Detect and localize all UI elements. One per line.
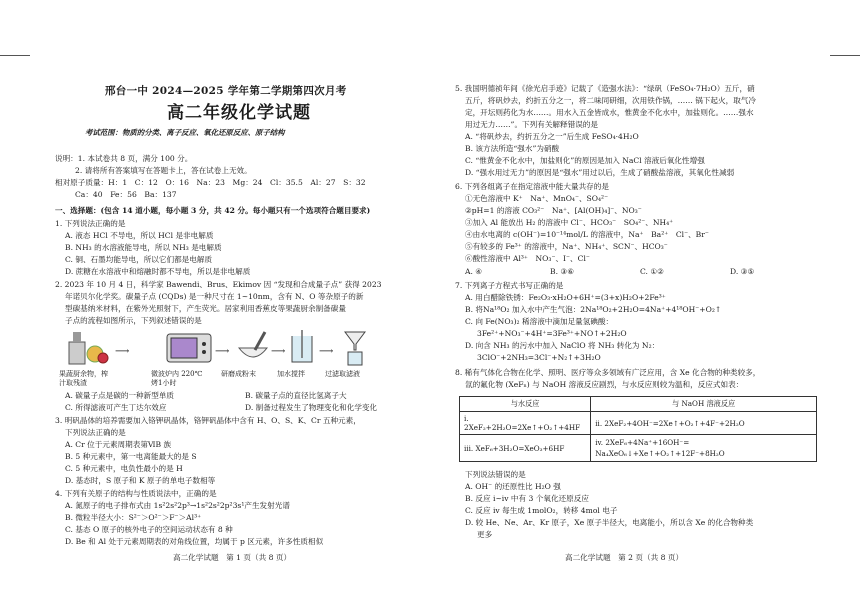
question-stem: 1. 下列说法正确的是 (55, 219, 126, 228)
flow-caption: 加水搅拌 (277, 370, 305, 378)
question-stem: 定，开坛则药化为水……。用水入五金皆成水，惟黄金不化水中，加盐则化。……强水 (465, 108, 754, 117)
exam-scope: 考试范围：物质的分类、离子反应、氧化还原反应、原子结构 (85, 128, 285, 137)
question-stem: 4. 下列有关原子的结构与性质说法中，正确的是 (55, 489, 217, 498)
table-header-row (460, 397, 817, 412)
option-line: A. OH⁻ 的还原性比 H₂O 强 (465, 482, 561, 491)
option-line: ②pH=1 的溶液 CO₃²⁻ Na⁺、[Al(OH)₄]⁻、NO₃⁻ (465, 206, 642, 215)
option-line: ④由水电离的 c(OH⁻)=10⁻¹⁴mol/L 的溶液中，Na⁺ Ba²⁺ Cl⁻、Br⁻ (465, 230, 709, 239)
option-line: B. 反应 i~iv 中有 3 个氧化还原反应 (465, 494, 589, 503)
table-row (460, 435, 817, 462)
table-cell: iii. XeF₆+3H₂O=XeO₃+6HF (460, 435, 591, 462)
question-stem: 子点的流程如图所示，下列叙述错误的是 (65, 316, 202, 325)
choice: D. ③⑤ (730, 267, 755, 276)
note-line: Ca：40 Fe：56 Ba：137 (75, 190, 177, 199)
option-line: D. 向含 NH₃ 的污水中加入 NaClO 将 NH₃ 转化为 N₂： (465, 341, 660, 350)
reaction-table (459, 396, 817, 462)
option-line: B. 微粒半径大小：S²⁻＞O²⁻＞F⁻＞Al³⁺ (65, 513, 202, 522)
school-title: 邢台一中 2024—2025 学年第二学期第四次月考 (105, 85, 347, 97)
page-footer: 高二化学试题 第 1 页（共 8 页） (173, 553, 292, 562)
table-cell: iv. 2XeF₆+4Na⁺+16OH⁻= Na₄XeO₆↓+Xe↑+O₂↑+12F⁻+8H₂O (591, 435, 817, 462)
beaker-stir-icon (287, 328, 317, 366)
option-line: A. “将矾炒去，约折五分之一”后生成 FeSO₄·4H₂O (465, 132, 639, 141)
arrow-icon: ⟶ (319, 346, 334, 357)
option-line: A. Cr 位于元素周期表第ⅥB 族 (65, 440, 172, 449)
option-line: C. “惟黄金不化水中，加盐则化”的原因是加入 NaCl 溶液后氧化性增强 (465, 156, 705, 165)
arrow-icon: ⟶ (215, 346, 230, 357)
flow-caption: 果蔬厨余物，榨汁取残渣 (59, 370, 108, 387)
table-cell: i. 2XeF₂+2H₂O=2Xe↑+O₂↑+4HF (460, 412, 591, 435)
question-stem: 五斤，将矾炒去，约折五分之一，将二味同研细，次用铁作锅，…… 锅下起火，取气冷 (465, 96, 756, 105)
option-line: B. 碳量子点的直径比氢离子大 (245, 391, 347, 400)
flow-caption: 过滤取滤液 (325, 370, 360, 378)
flow-diagram (65, 328, 415, 368)
question-stem: 下列说法错误的是 (465, 470, 526, 479)
question-stem: 8. 稀有气体化合物在化学、照明、医疗等众多领域有广泛应用，含 Xe 化合物的种类较多， (455, 368, 761, 377)
option-line: A. 用白醋除铁锈：Fe₂O₃·xH₂O+6H⁺=(3+x)H₂O+2Fe³⁺ (465, 293, 666, 302)
microwave-icon (165, 328, 213, 366)
page-edge-left (0, 55, 30, 56)
page-footer: 高二化学试题 第 2 页（共 8 页） (565, 553, 684, 562)
option-line: C. 基态 O 原子的核外电子的空间运动状态有 8 种 (65, 525, 233, 534)
option-line: D. “强水用过无力”的原因是“强水”用过以后，生成了硝酸盐溶液，其氧化性减弱 (465, 168, 735, 177)
option-line: D. 蔗糖在水溶液中和熔融时都不导电，所以是非电解质 (65, 267, 251, 276)
option-line: C. 5 种元素中，电负性最小的是 H (65, 464, 183, 473)
flow-caption: 微波炉内 220℃烤1小时 (151, 370, 203, 387)
option-line: 更多 (477, 530, 493, 539)
choice: A. ④ (465, 267, 483, 276)
option-line: D. 基态时，S 原子和 K 原子的单电子数相等 (65, 476, 216, 485)
question-stem: 7. 下列离子方程式书写正确的是 (455, 281, 564, 290)
option-line: C. 所得滤液可产生丁达尔效应 (65, 403, 167, 412)
flow-caption: 研磨成粉末 (221, 370, 256, 378)
equation-line: 3ClO⁻+2NH₃=3Cl⁻+N₂↑+3H₂O (477, 353, 601, 362)
arrow-icon: ⟶ (271, 346, 286, 357)
option-line: B. 将Na¹⁸O₂ 加入水中产生气泡：2Na¹⁸O₂+2H₂O=4Na⁺+4¹⁸OH⁻+O₂↑ (465, 305, 722, 314)
option-line: ⑥酸性溶液中 Al³⁺ NO₃⁻、I⁻、Cl⁻ (465, 254, 590, 263)
option-line: A. 液态 HCl 不导电，所以 HCl 是非电解质 (65, 231, 214, 240)
note-line: 说明：1. 本试卷共 8 页，满分 100 分。 (55, 154, 193, 163)
table-row (460, 412, 817, 435)
page-edge-right (830, 55, 860, 56)
table-header-cell: 与 NaOH 溶液反应 (591, 397, 817, 412)
option-line: ①无色溶液中 K⁺ Na⁺、MnO₄⁻、SO₄²⁻ (465, 194, 609, 203)
exam-page-2 (455, 0, 820, 609)
option-line: A. 碳量子点是碳的一种新型单质 (65, 391, 175, 400)
option-line: D. 制备过程发生了物理变化和化学变化 (245, 403, 378, 412)
option-line: C. 反应 iv 每生成 1molO₂，转移 4mol 电子 (465, 506, 618, 515)
question-stem: 下列说法正确的是 (65, 428, 126, 437)
option-line: D. Be 和 Al 处于元素周期表的对角线位置，均属于 p 区元素，许多性质相似 (65, 537, 324, 546)
table-header-cell: 与水反应 (460, 397, 591, 412)
note-line: 2. 请将所有答案填写在答题卡上，答在试卷上无效。 (75, 166, 252, 175)
question-stem: 年诺贝尔化学奖。碳量子点 (CQDs) 是一种尺寸在 1~10nm，含有 N、O 等杂原子的新 (65, 292, 364, 301)
note-line: 相对原子质量：H：1 C：12 O：16 Na：23 Mg：24 Cl：35.5 Al：27 S：32 (55, 178, 366, 187)
question-stem: 2. 2023 年 10 月 4 日，科学家 Bawendi、Brus、Ekimov 因 “发现和合成量子点” 获得 2023 (55, 280, 382, 289)
option-line: A. 氮原子的电子排布式由 1s²2s²2p³→1s²2s²2p²3s¹产生发射光谱 (65, 501, 290, 510)
option-line: C. 向 Fe(NO₃)₂ 稀溶液中滴加足量氢碘酸： (465, 317, 614, 326)
question-stem: 氙的氟化物 (XeFₙ) 与 NaOH 溶液反应剧烈，与水反应则较为温和，反应式如表： (465, 380, 744, 389)
table-cell: ii. 2XeF₂+4OH⁻=2Xe↑+O₂↑+4F⁻+2H₂O (591, 412, 817, 435)
main-title: 高二年级化学试题 (167, 103, 311, 123)
question-stem: 5. 我国明德祯年间《徐光启手迹》记载了《造强水法》：“绿矾（FeSO₄·7H₂O）五斤，硝 (455, 84, 755, 93)
choice: C. ①② (640, 267, 664, 276)
fruit-juicer-icon (65, 328, 111, 366)
question-stem: 3. 明矾晶体的培养需要加入铬钾矾晶体，铬钾矾晶体中含有 H、O、S、K、Cr 五种元素， (55, 416, 361, 425)
question-stem: 6. 下列各组离子在指定溶液中能大量共存的是 (455, 182, 609, 191)
option-line: B. NH₃ 的水溶液能导电，所以 NH₃ 是电解质 (65, 243, 222, 252)
option-line: ③加入 Al 能放出 H₂ 的溶液中 Cl⁻、HCO₃⁻ SO₄²⁻、NH₄⁺ (465, 218, 674, 227)
option-line: B. 5 种元素中，第一电离能最大的是 S (65, 452, 197, 461)
mortar-icon (237, 328, 269, 366)
option-line: D. 较 He、Ne、Ar、Kr 原子，Xe 原子半径大，电离能小，所以含 Xe 的化合物种类 (465, 518, 754, 527)
filtration-icon (339, 328, 371, 366)
section-heading: 一、选择题：(包含 14 道小题，每小题 3 分，共 42 分。每小题只有一个选项符合题目要求) (55, 206, 371, 215)
option-line: ⑤有较多的 Fe³⁺ 的溶液中，Na⁺、NH₄⁺、SCN⁻、HCO₃⁻ (465, 242, 668, 251)
question-stem: 型碳基纳米材料，在紫外光照射下，产生荧光。居家利用香蕉皮等果蔬厨余制备碳量 (65, 304, 346, 313)
option-line: C. 铜、石墨均能导电，所以它们都是电解质 (65, 255, 213, 264)
choice: B. ③⑥ (550, 267, 575, 276)
equation-line: 3Fe²⁺+NO₃⁻+4H⁺=3Fe³⁺+NO↑+2H₂O (477, 329, 627, 338)
question-stem: 用过无力……”。下列有关解释错误的是 (465, 120, 598, 129)
arrow-icon: ⟶ (115, 346, 130, 357)
option-line: B. 该方法所造“强水”为硝酸 (465, 144, 560, 153)
exam-page-1 (55, 0, 415, 609)
